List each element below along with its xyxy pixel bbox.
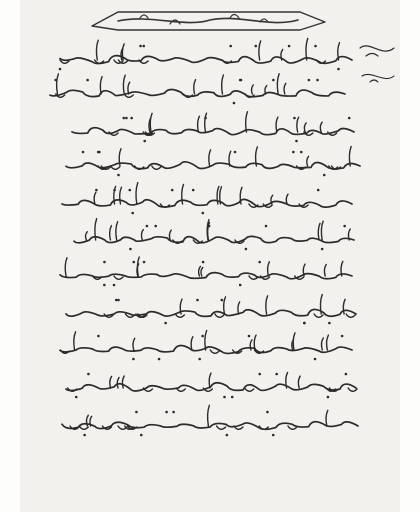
manuscript-line bbox=[62, 183, 352, 215]
text-lines bbox=[50, 38, 360, 436]
title-block bbox=[92, 12, 325, 30]
manuscript-line bbox=[59, 38, 352, 70]
manuscript-line bbox=[60, 257, 352, 286]
manuscript-line bbox=[62, 405, 358, 436]
manuscript-line bbox=[50, 74, 345, 105]
manuscript-line bbox=[60, 330, 352, 360]
manuscript-line bbox=[72, 112, 354, 143]
manuscript-line bbox=[74, 219, 354, 251]
manuscript-line bbox=[66, 372, 357, 398]
manuscript-line bbox=[66, 146, 360, 176]
manuscript-line bbox=[66, 294, 356, 324]
margin-note-group bbox=[360, 46, 394, 82]
